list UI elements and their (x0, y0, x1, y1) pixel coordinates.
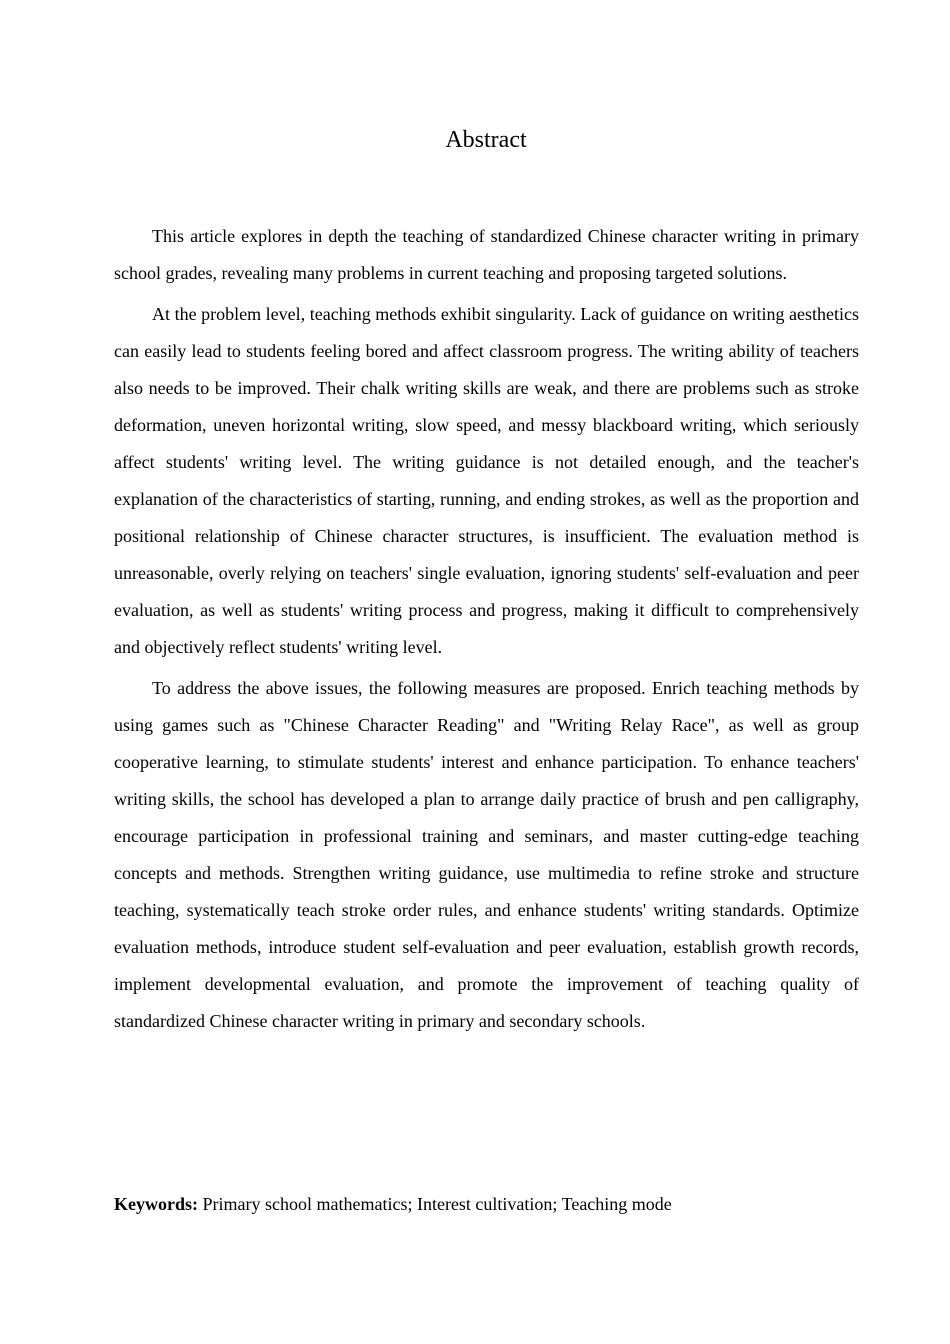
abstract-body (114, 218, 859, 1044)
abstract-paragraph-1: This article explores in depth the teaching of standardized Chinese character writing in primary school grades, revealing many problems in current teaching and proposing targeted solutions. (114, 226, 859, 283)
abstract-paragraph-2: At the problem level, teaching methods exhibit singularity. Lack of guidance on writing aesthetics can easily lead to students feeling bored and affect classroom progress. The writing ability of teachers also needs to be improved. Their chalk writing skills are weak, and there are problems such as stroke deformation, uneven horizontal writing, slow speed, and messy blackboard writing, which seriously affect students' writing level. The writing guidance is not detailed enough, and the teacher's explanation of the characteristics of starting, running, and ending strokes, as well as the proportion and positional relationship of Chinese character structures, is insufficient. The evaluation method is unreasonable, overly relying on teachers' single evaluation, ignoring students' self-evaluation and peer evaluation, as well as students' writing process and progress, making it difficult to comprehensively and objectively reflect students' writing level. (114, 304, 859, 657)
abstract-title: Abstract (445, 127, 527, 153)
keywords-line (114, 1190, 859, 1218)
keywords-label: Keywords: (114, 1194, 198, 1214)
keywords-text: Primary school mathematics; Interest cultivation; Teaching mode (198, 1194, 672, 1214)
abstract-paragraph-3: To address the above issues, the following measures are proposed. Enrich teaching methods by using games such as "Chinese Character Reading" and "Writing Relay Race", as well as group cooperative learning, to stimulate students' interest and enhance participation. To enhance teachers' writing skills, the school has developed a plan to arrange daily practice of brush and pen calligraphy, encourage participation in professional training and seminars, and master cutting-edge teaching concepts and methods. Strengthen writing guidance, use multimedia to refine stroke and structure teaching, systematically teach stroke order rules, and enhance students' writing standards. Optimize evaluation methods, introduce student self-evaluation and peer evaluation, establish growth records, implement developmental evaluation, and promote the improvement of teaching quality of standardized Chinese character writing in primary and secondary schools. (114, 678, 859, 1031)
